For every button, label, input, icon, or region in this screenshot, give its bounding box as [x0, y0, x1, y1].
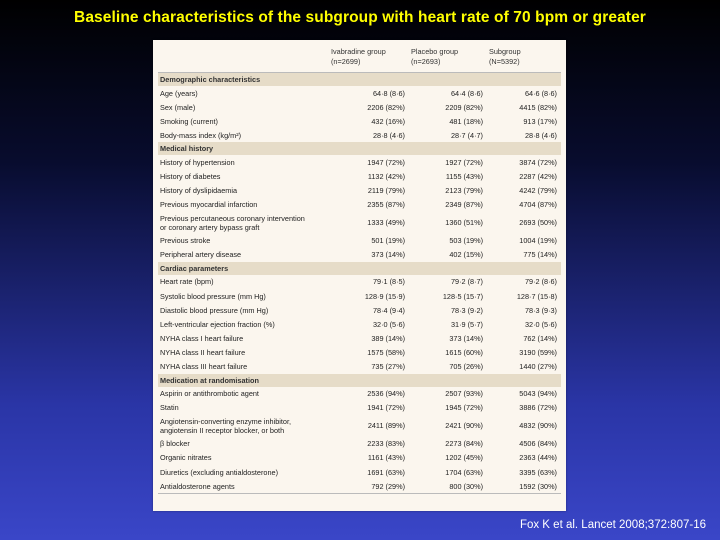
table-row: [158, 303, 561, 317]
table-row: [158, 86, 561, 100]
table-cell: 2209 (82%): [445, 102, 483, 112]
section-header-row: [158, 262, 561, 275]
row-label: History of diabetes: [160, 172, 221, 182]
baseline-characteristics-table: [158, 44, 561, 494]
table-row: [158, 114, 561, 128]
row-label: Statin: [160, 403, 179, 413]
table-cell: 2363 (44%): [519, 453, 557, 463]
table-cell: 2287 (42%): [519, 172, 557, 182]
table-cell: 373 (14%): [371, 250, 405, 260]
table-cell: 800 (30%): [409, 479, 487, 494]
table-cell: 64·6 (8·6): [524, 88, 557, 98]
table-cell: 2411 (89%): [367, 421, 405, 431]
section-header-row: [158, 73, 561, 87]
table-cell: 2123 (79%): [445, 186, 483, 196]
table-cell: 128·5 (15·7): [442, 291, 483, 301]
section-label: Cardiac parameters: [158, 262, 561, 275]
table-cell: 1161 (43%): [367, 453, 405, 463]
table-cell: 389 (14%): [371, 333, 405, 343]
table-header-row: [158, 44, 561, 73]
table-cell: 2233 (83%): [367, 439, 405, 449]
table-cell: 3190 (59%): [519, 347, 557, 357]
row-label: β blocker: [160, 439, 190, 449]
section-label: Demographic characteristics: [158, 73, 561, 87]
table-cell: 792 (29%): [329, 479, 409, 494]
table-cell: 1333 (49%): [367, 218, 405, 228]
table-cell: 1440 (27%): [519, 362, 557, 372]
row-label: History of dyslipidaemia: [160, 186, 238, 196]
table-cell: 4832 (90%): [519, 421, 557, 431]
table-cell: 4415 (82%): [519, 102, 557, 112]
section-header-row: [158, 142, 561, 155]
table-cell: 79·1 (8·5): [372, 277, 405, 287]
row-label: Previous myocardial infarction: [160, 200, 258, 210]
table-cell: 913 (17%): [523, 116, 557, 126]
row-label: Previous percutaneous coronary intervention or coronary artery bypass graft: [160, 213, 305, 232]
row-label: Body-mass index (kg/m²): [160, 130, 242, 140]
table-cell: 128·9 (15·9): [364, 291, 405, 301]
table-cell: 3886 (72%): [519, 403, 557, 413]
table-cell: 2355 (87%): [367, 200, 405, 210]
table-cell: 4704 (87%): [519, 200, 557, 210]
table-cell: 1155 (43%): [445, 172, 483, 182]
row-label: Previous stroke: [160, 236, 211, 246]
table-cell: 501 (19%): [371, 236, 405, 246]
table-cell: 1941 (72%): [367, 403, 405, 413]
table-cell: 1704 (63%): [445, 467, 483, 477]
table-row: [158, 234, 561, 248]
table-row: [158, 437, 561, 451]
table-cell: 432 (16%): [371, 116, 405, 126]
table-row: [158, 387, 561, 401]
table-row: [158, 401, 561, 415]
table-cell: 1947 (72%): [367, 157, 405, 167]
row-label: Left-ventricular ejection fraction (%): [160, 319, 275, 329]
table-cell: 2273 (84%): [445, 439, 483, 449]
table-row: [158, 100, 561, 114]
table-cell: 2536 (94%): [367, 389, 405, 399]
table-cell: 78·4 (9·4): [372, 305, 405, 315]
table-cell: 3874 (72%): [519, 157, 557, 167]
table-cell: 32·0 (5·6): [372, 319, 405, 329]
table-row: [158, 345, 561, 359]
table-cell: 28·8 (4·6): [372, 130, 405, 140]
row-label: Aspirin or antithrombotic agent: [160, 389, 259, 399]
table-cell: 1132 (42%): [367, 172, 405, 182]
table-cell: 762 (14%): [523, 333, 557, 343]
row-label: Smoking (current): [160, 116, 218, 126]
table-cell: 32·0 (5·6): [524, 319, 557, 329]
table-cell: 2421 (90%): [445, 421, 483, 431]
row-label: Heart rate (bpm): [160, 277, 214, 287]
table-cell: 1691 (63%): [367, 467, 405, 477]
citation: Fox K et al. Lancet 2008;372:807-16: [519, 519, 706, 531]
row-label: NYHA class II heart failure: [160, 347, 246, 357]
table-row: [158, 248, 561, 262]
table-row: [158, 128, 561, 142]
baseline-table-card: [153, 40, 566, 511]
table-cell: 64·4 (8·6): [450, 88, 483, 98]
row-label: NYHA class I heart failure: [160, 333, 244, 343]
table-row: [158, 155, 561, 169]
table-row: [158, 360, 561, 374]
column-header: [158, 44, 329, 73]
table-cell: 28·7 (4·7): [450, 130, 483, 140]
table-cell: 402 (15%): [449, 250, 483, 260]
table-cell: 503 (19%): [449, 236, 483, 246]
table-row: [158, 415, 561, 437]
row-label: Angiotensin-converting enzyme inhibitor, angiotensin II receptor blocker, or both: [160, 416, 292, 435]
column-header: Ivabradine group (n=2699): [329, 44, 409, 73]
table-cell: 128·7 (15·8): [516, 291, 557, 301]
table-row: [158, 451, 561, 465]
table-cell: 1927 (72%): [445, 157, 483, 167]
table-row: [158, 275, 561, 289]
column-header: Placebo group (n=2693): [409, 44, 487, 73]
table-cell: 1202 (45%): [445, 453, 483, 463]
row-label: History of hypertension: [160, 157, 235, 167]
table-cell: 2693 (50%): [519, 218, 557, 228]
table-cell: 2349 (87%): [445, 200, 483, 210]
table-cell: 28·8 (4·6): [524, 130, 557, 140]
table-row: [158, 212, 561, 234]
section-label: Medical history: [158, 142, 561, 155]
table-row: [158, 317, 561, 331]
table-cell: 2119 (79%): [367, 186, 405, 196]
row-label: Diastolic blood pressure (mm Hg): [160, 305, 269, 315]
table-cell: 5043 (94%): [519, 389, 557, 399]
table-cell: 4506 (84%): [519, 439, 557, 449]
table-cell: 1575 (58%): [367, 347, 405, 357]
row-label: Sex (male): [160, 102, 196, 112]
table-row: [158, 289, 561, 303]
table-cell: 2507 (93%): [445, 389, 483, 399]
table-row: [158, 331, 561, 345]
row-label: Diuretics (excluding antialdosterone): [160, 467, 279, 477]
table-row: [158, 198, 561, 212]
section-header-row: [158, 374, 561, 387]
table-cell: 31·9 (5·7): [450, 319, 483, 329]
row-label: Organic nitrates: [160, 453, 212, 463]
table-body: [158, 73, 561, 494]
table-cell: 775 (14%): [523, 250, 557, 260]
table-cell: 735 (27%): [371, 362, 405, 372]
table-row: [158, 465, 561, 479]
table-cell: 1004 (19%): [519, 236, 557, 246]
table-cell: 4242 (79%): [519, 186, 557, 196]
table-cell: 1592 (30%): [487, 479, 561, 494]
row-label: NYHA class III heart failure: [160, 362, 248, 372]
table-cell: 373 (14%): [449, 333, 483, 343]
section-label: Medication at randomisation: [158, 374, 561, 387]
table-cell: 3395 (63%): [519, 467, 557, 477]
table-cell: 79·2 (8·7): [450, 277, 483, 287]
table-row: [158, 184, 561, 198]
table-cell: 1615 (60%): [445, 347, 483, 357]
table-cell: 705 (26%): [449, 362, 483, 372]
table-row: [158, 169, 561, 183]
row-label: Peripheral artery disease: [160, 250, 242, 260]
table-cell: 78·3 (9·3): [524, 305, 557, 315]
table-row: [158, 479, 561, 494]
table-cell: 2206 (82%): [367, 102, 405, 112]
row-label: Systolic blood pressure (mm Hg): [160, 291, 266, 301]
table-cell: 78·3 (9·2): [450, 305, 483, 315]
table-cell: 64·8 (8·6): [372, 88, 405, 98]
slide-title: Baseline characteristics of the subgroup with heart rate of 70 bpm or greater: [74, 9, 646, 26]
column-header: Subgroup (N=5392): [487, 44, 561, 73]
table-cell: 1360 (51%): [445, 218, 483, 228]
row-label: Antialdosterone agents: [158, 479, 329, 494]
table-cell: 481 (18%): [449, 116, 483, 126]
table-cell: 1945 (72%): [445, 403, 483, 413]
row-label: Age (years): [160, 88, 198, 98]
table-cell: 79·2 (8·6): [524, 277, 557, 287]
